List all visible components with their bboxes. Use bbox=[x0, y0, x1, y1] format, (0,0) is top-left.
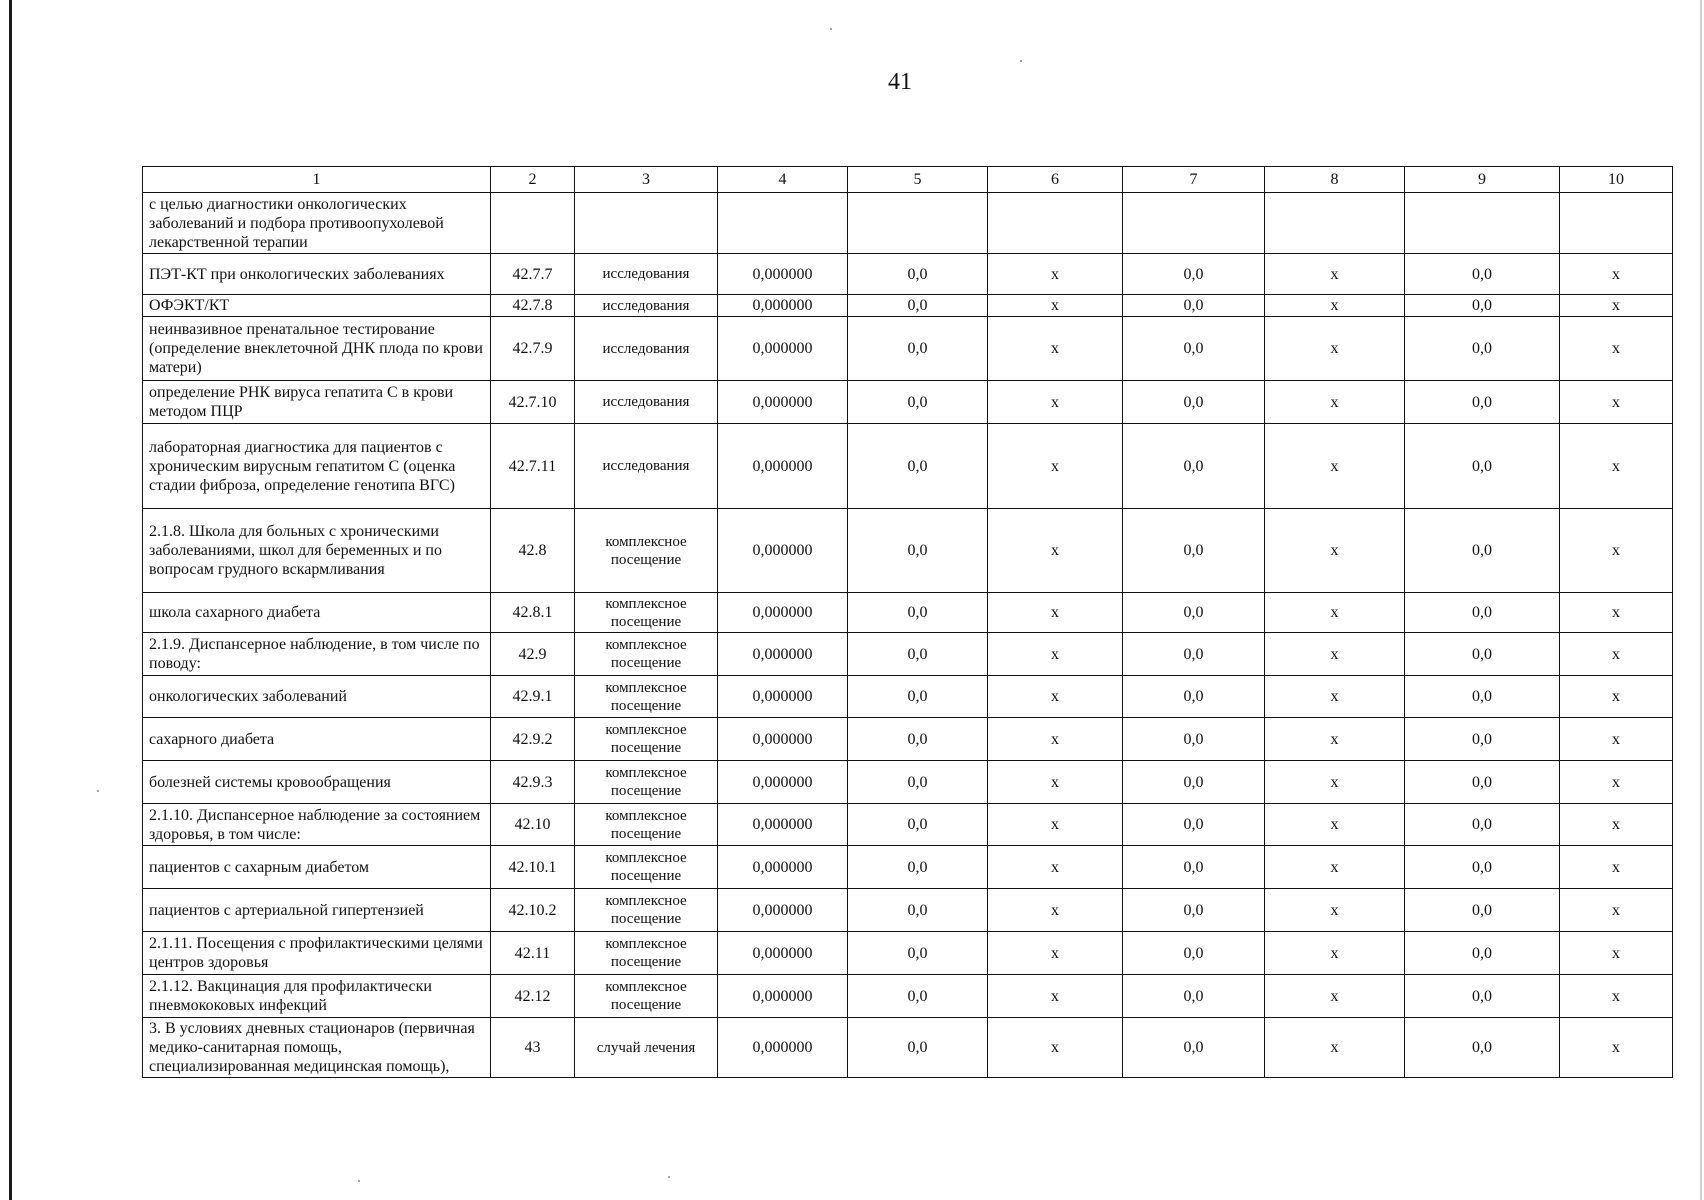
row-value-6: х bbox=[988, 846, 1123, 889]
row-value-5 bbox=[848, 193, 988, 254]
row-value-6: х bbox=[988, 889, 1123, 932]
row-value-9 bbox=[1405, 193, 1560, 254]
row-value-5: 0,0 bbox=[848, 424, 988, 509]
row-value-10: х bbox=[1560, 761, 1673, 804]
row-value-10: х bbox=[1560, 295, 1673, 317]
row-unit: комплексное посещение bbox=[575, 889, 718, 932]
row-value-10: х bbox=[1560, 718, 1673, 761]
row-value-7: 0,0 bbox=[1123, 889, 1265, 932]
row-name: неинвазивное пренатальное тестирование (определение внеклеточной ДНК плода по крови матери) bbox=[143, 317, 491, 381]
row-code: 42.10.1 bbox=[491, 846, 575, 889]
row-name: онкологических заболеваний bbox=[143, 676, 491, 718]
row-name: с целью диагностики онкологических заболеваний и подбора противоопухолевой лекарственной терапии bbox=[143, 193, 491, 254]
row-value-10 bbox=[1560, 193, 1673, 254]
row-value-4: 0,000000 bbox=[718, 509, 848, 593]
row-value-9: 0,0 bbox=[1405, 424, 1560, 509]
row-code: 42.10.2 bbox=[491, 889, 575, 932]
row-name: ПЭТ-КТ при онкологических заболеваниях bbox=[143, 254, 491, 295]
row-name: определение РНК вируса гепатита С в крови методом ПЦР bbox=[143, 381, 491, 424]
row-value-5: 0,0 bbox=[848, 932, 988, 975]
row-value-7: 0,0 bbox=[1123, 254, 1265, 295]
row-code: 42.9.3 bbox=[491, 761, 575, 804]
row-value-10: х bbox=[1560, 381, 1673, 424]
table-row bbox=[143, 932, 1673, 975]
column-header-5: 5 bbox=[848, 167, 988, 193]
row-value-9: 0,0 bbox=[1405, 593, 1560, 633]
scan-speck bbox=[830, 28, 832, 30]
row-value-8: х bbox=[1265, 676, 1405, 718]
row-value-9: 0,0 bbox=[1405, 718, 1560, 761]
row-value-10: х bbox=[1560, 633, 1673, 676]
row-value-5: 0,0 bbox=[848, 509, 988, 593]
row-unit: комплексное посещение bbox=[575, 633, 718, 676]
row-value-4: 0,000000 bbox=[718, 676, 848, 718]
row-value-6: х bbox=[988, 676, 1123, 718]
row-unit: комплексное посещение bbox=[575, 932, 718, 975]
row-unit: комплексное посещение bbox=[575, 593, 718, 633]
row-value-6: х bbox=[988, 718, 1123, 761]
row-unit: исследования bbox=[575, 295, 718, 317]
row-value-5: 0,0 bbox=[848, 676, 988, 718]
row-value-6 bbox=[988, 193, 1123, 254]
row-value-6: х bbox=[988, 317, 1123, 381]
row-value-6: х bbox=[988, 424, 1123, 509]
row-unit: комплексное посещение bbox=[575, 761, 718, 804]
table-row bbox=[143, 381, 1673, 424]
row-value-6: х bbox=[988, 295, 1123, 317]
table-row bbox=[143, 718, 1673, 761]
row-name: ОФЭКТ/КТ bbox=[143, 295, 491, 317]
row-code: 42.7.7 bbox=[491, 254, 575, 295]
row-value-5: 0,0 bbox=[848, 295, 988, 317]
row-value-8: х bbox=[1265, 593, 1405, 633]
row-value-10: х bbox=[1560, 509, 1673, 593]
row-code: 42.8.1 bbox=[491, 593, 575, 633]
row-value-4: 0,000000 bbox=[718, 761, 848, 804]
row-value-10: х bbox=[1560, 1018, 1673, 1078]
row-value-7: 0,0 bbox=[1123, 295, 1265, 317]
row-value-9: 0,0 bbox=[1405, 317, 1560, 381]
row-value-7: 0,0 bbox=[1123, 593, 1265, 633]
row-value-9: 0,0 bbox=[1405, 846, 1560, 889]
row-value-5: 0,0 bbox=[848, 718, 988, 761]
row-value-5: 0,0 bbox=[848, 254, 988, 295]
row-unit: случай лечения bbox=[575, 1018, 718, 1078]
row-code: 42.10 bbox=[491, 804, 575, 846]
table-row bbox=[143, 804, 1673, 846]
row-value-10: х bbox=[1560, 932, 1673, 975]
row-value-10: х bbox=[1560, 593, 1673, 633]
row-value-4: 0,000000 bbox=[718, 317, 848, 381]
column-header-9: 9 bbox=[1405, 167, 1560, 193]
row-value-8: х bbox=[1265, 424, 1405, 509]
row-value-4: 0,000000 bbox=[718, 254, 848, 295]
table-row bbox=[143, 509, 1673, 593]
row-value-5: 0,0 bbox=[848, 317, 988, 381]
row-name: 2.1.10. Диспансерное наблюдение за состоянием здоровья, в том числе: bbox=[143, 804, 491, 846]
table-row bbox=[143, 676, 1673, 718]
column-header-2: 2 bbox=[491, 167, 575, 193]
row-value-5: 0,0 bbox=[848, 846, 988, 889]
row-value-5: 0,0 bbox=[848, 804, 988, 846]
scan-speck bbox=[668, 1176, 670, 1178]
row-value-8: х bbox=[1265, 317, 1405, 381]
row-code: 42.7.9 bbox=[491, 317, 575, 381]
table-body bbox=[143, 193, 1673, 1078]
scan-speck bbox=[358, 1180, 360, 1182]
row-value-8: х bbox=[1265, 1018, 1405, 1078]
row-value-5: 0,0 bbox=[848, 593, 988, 633]
row-code: 42.7.8 bbox=[491, 295, 575, 317]
row-value-9: 0,0 bbox=[1405, 633, 1560, 676]
row-name: болезней системы кровообращения bbox=[143, 761, 491, 804]
row-value-9: 0,0 bbox=[1405, 761, 1560, 804]
row-value-9: 0,0 bbox=[1405, 1018, 1560, 1078]
row-value-10: х bbox=[1560, 317, 1673, 381]
row-value-9: 0,0 bbox=[1405, 676, 1560, 718]
table-row bbox=[143, 317, 1673, 381]
row-value-7: 0,0 bbox=[1123, 424, 1265, 509]
row-unit: комплексное посещение bbox=[575, 509, 718, 593]
row-value-8: х bbox=[1265, 761, 1405, 804]
row-unit: комплексное посещение bbox=[575, 676, 718, 718]
row-value-7: 0,0 bbox=[1123, 633, 1265, 676]
row-value-5: 0,0 bbox=[848, 889, 988, 932]
row-value-7: 0,0 bbox=[1123, 381, 1265, 424]
row-value-7: 0,0 bbox=[1123, 317, 1265, 381]
row-code: 42.11 bbox=[491, 932, 575, 975]
row-value-4: 0,000000 bbox=[718, 846, 848, 889]
row-value-9: 0,0 bbox=[1405, 295, 1560, 317]
row-value-7: 0,0 bbox=[1123, 932, 1265, 975]
row-value-7: 0,0 bbox=[1123, 718, 1265, 761]
row-value-8: х bbox=[1265, 295, 1405, 317]
row-value-10: х bbox=[1560, 254, 1673, 295]
row-value-8: х bbox=[1265, 846, 1405, 889]
row-value-4: 0,000000 bbox=[718, 975, 848, 1018]
row-code: 43 bbox=[491, 1018, 575, 1078]
row-value-8: х bbox=[1265, 804, 1405, 846]
row-value-6: х bbox=[988, 381, 1123, 424]
row-name: 3. В условиях дневных стационаров (первичная медико-санитарная помощь, специализированная медицинская помощь), bbox=[143, 1018, 491, 1078]
row-value-7 bbox=[1123, 193, 1265, 254]
column-header-4: 4 bbox=[718, 167, 848, 193]
row-code: 42.9.2 bbox=[491, 718, 575, 761]
row-value-8: х bbox=[1265, 932, 1405, 975]
row-value-8: х bbox=[1265, 889, 1405, 932]
row-unit: комплексное посещение bbox=[575, 975, 718, 1018]
row-value-8: х bbox=[1265, 975, 1405, 1018]
row-value-9: 0,0 bbox=[1405, 254, 1560, 295]
row-value-4 bbox=[718, 193, 848, 254]
row-unit: исследования bbox=[575, 424, 718, 509]
row-value-8: х bbox=[1265, 633, 1405, 676]
row-value-6: х bbox=[988, 509, 1123, 593]
row-value-4: 0,000000 bbox=[718, 295, 848, 317]
table-row bbox=[143, 424, 1673, 509]
row-value-10: х bbox=[1560, 975, 1673, 1018]
row-value-5: 0,0 bbox=[848, 381, 988, 424]
row-code: 42.7.11 bbox=[491, 424, 575, 509]
column-header-8: 8 bbox=[1265, 167, 1405, 193]
row-value-9: 0,0 bbox=[1405, 804, 1560, 846]
row-unit: комплексное посещение bbox=[575, 804, 718, 846]
row-value-6: х bbox=[988, 975, 1123, 1018]
row-name: школа сахарного диабета bbox=[143, 593, 491, 633]
table-row bbox=[143, 193, 1673, 254]
row-code: 42.9.1 bbox=[491, 676, 575, 718]
row-value-9: 0,0 bbox=[1405, 932, 1560, 975]
row-value-9: 0,0 bbox=[1405, 975, 1560, 1018]
row-name: пациентов с артериальной гипертензией bbox=[143, 889, 491, 932]
scan-left-edge bbox=[9, 0, 12, 1200]
table-row bbox=[143, 761, 1673, 804]
row-value-7: 0,0 bbox=[1123, 509, 1265, 593]
row-name: лабораторная диагностика для пациентов с хроническим вирусным гепатитом С (оценка стадии фиброза, определение генотипа ВГС) bbox=[143, 424, 491, 509]
row-code bbox=[491, 193, 575, 254]
row-value-5: 0,0 bbox=[848, 1018, 988, 1078]
column-header-10: 10 bbox=[1560, 167, 1673, 193]
row-value-10: х bbox=[1560, 424, 1673, 509]
row-value-8: х bbox=[1265, 718, 1405, 761]
row-code: 42.9 bbox=[491, 633, 575, 676]
row-value-6: х bbox=[988, 1018, 1123, 1078]
row-name: сахарного диабета bbox=[143, 718, 491, 761]
row-value-10: х bbox=[1560, 676, 1673, 718]
row-value-4: 0,000000 bbox=[718, 718, 848, 761]
row-value-8: х bbox=[1265, 509, 1405, 593]
column-header-1: 1 bbox=[143, 167, 491, 193]
row-unit: комплексное посещение bbox=[575, 718, 718, 761]
row-value-8: х bbox=[1265, 381, 1405, 424]
row-value-8 bbox=[1265, 193, 1405, 254]
page-number: 41 bbox=[888, 69, 912, 95]
row-code: 42.7.10 bbox=[491, 381, 575, 424]
row-unit: комплексное посещение bbox=[575, 846, 718, 889]
row-value-7: 0,0 bbox=[1123, 846, 1265, 889]
row-value-7: 0,0 bbox=[1123, 1018, 1265, 1078]
row-value-10: х bbox=[1560, 804, 1673, 846]
row-value-6: х bbox=[988, 633, 1123, 676]
row-value-8: х bbox=[1265, 254, 1405, 295]
row-unit bbox=[575, 193, 718, 254]
row-value-6: х bbox=[988, 254, 1123, 295]
row-value-6: х bbox=[988, 932, 1123, 975]
row-value-4: 0,000000 bbox=[718, 381, 848, 424]
row-name: 2.1.12. Вакцинация для профилактически пневмококовых инфекций bbox=[143, 975, 491, 1018]
table-row bbox=[143, 1018, 1673, 1078]
row-value-4: 0,000000 bbox=[718, 932, 848, 975]
row-unit: исследования bbox=[575, 317, 718, 381]
table-row bbox=[143, 889, 1673, 932]
table-row bbox=[143, 846, 1673, 889]
row-value-7: 0,0 bbox=[1123, 761, 1265, 804]
row-name: 2.1.11. Посещения с профилактическими целями центров здоровья bbox=[143, 932, 491, 975]
column-header-6: 6 bbox=[988, 167, 1123, 193]
row-value-4: 0,000000 bbox=[718, 424, 848, 509]
row-unit: исследования bbox=[575, 381, 718, 424]
row-value-7: 0,0 bbox=[1123, 676, 1265, 718]
row-name: 2.1.9. Диспансерное наблюдение, в том числе по поводу: bbox=[143, 633, 491, 676]
scan-speck bbox=[1020, 60, 1022, 62]
table-row bbox=[143, 254, 1673, 295]
scan-right-edge bbox=[1700, 0, 1702, 1200]
row-value-4: 0,000000 bbox=[718, 1018, 848, 1078]
row-value-6: х bbox=[988, 761, 1123, 804]
row-value-6: х bbox=[988, 804, 1123, 846]
row-value-5: 0,0 bbox=[848, 975, 988, 1018]
data-table bbox=[142, 166, 1673, 1078]
row-value-5: 0,0 bbox=[848, 633, 988, 676]
column-header-7: 7 bbox=[1123, 167, 1265, 193]
column-header-3: 3 bbox=[575, 167, 718, 193]
row-value-4: 0,000000 bbox=[718, 804, 848, 846]
row-code: 42.12 bbox=[491, 975, 575, 1018]
row-value-9: 0,0 bbox=[1405, 889, 1560, 932]
row-value-7: 0,0 bbox=[1123, 804, 1265, 846]
row-name: 2.1.8. Школа для больных с хроническими заболеваниями, школ для беременных и по вопросам грудного вскармливания bbox=[143, 509, 491, 593]
row-value-4: 0,000000 bbox=[718, 593, 848, 633]
row-value-5: 0,0 bbox=[848, 761, 988, 804]
row-value-7: 0,0 bbox=[1123, 975, 1265, 1018]
table-row bbox=[143, 975, 1673, 1018]
row-value-4: 0,000000 bbox=[718, 889, 848, 932]
row-value-9: 0,0 bbox=[1405, 509, 1560, 593]
row-code: 42.8 bbox=[491, 509, 575, 593]
table-row bbox=[143, 593, 1673, 633]
row-value-4: 0,000000 bbox=[718, 633, 848, 676]
row-name: пациентов с сахарным диабетом bbox=[143, 846, 491, 889]
row-value-10: х bbox=[1560, 846, 1673, 889]
row-unit: исследования bbox=[575, 254, 718, 295]
scan-speck bbox=[97, 790, 99, 792]
row-value-9: 0,0 bbox=[1405, 381, 1560, 424]
table-row bbox=[143, 295, 1673, 317]
row-value-6: х bbox=[988, 593, 1123, 633]
column-number-row bbox=[143, 167, 1673, 193]
row-value-10: х bbox=[1560, 889, 1673, 932]
table-row bbox=[143, 633, 1673, 676]
